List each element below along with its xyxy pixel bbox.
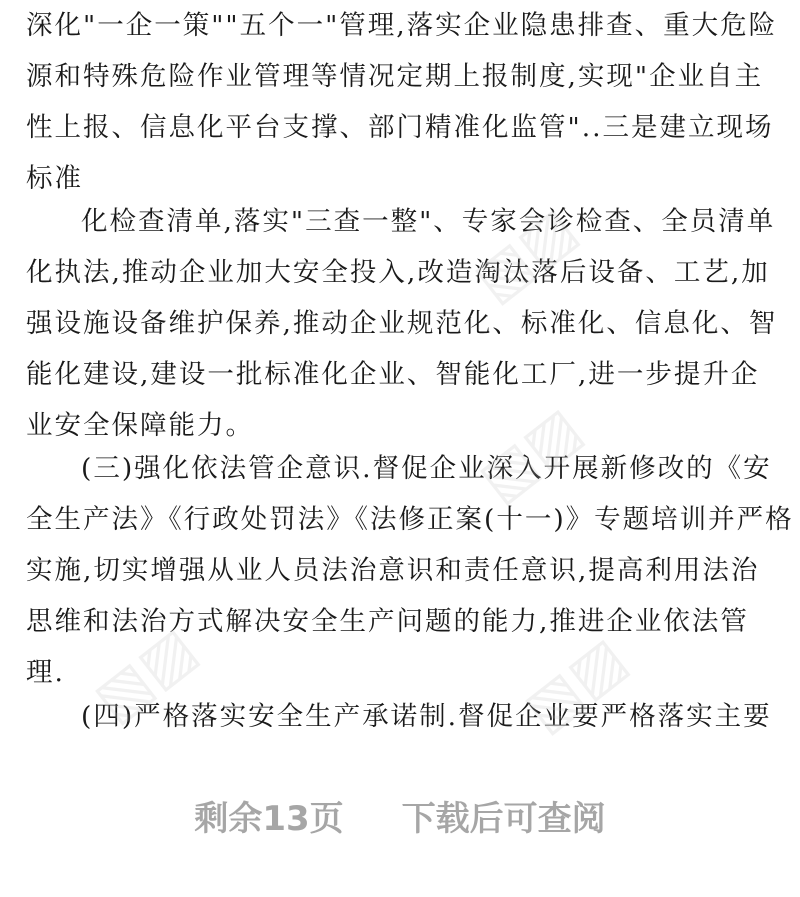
watermark-mark: ▧▨ <box>80 613 209 735</box>
watermark-mark: ▧▨ <box>460 193 589 315</box>
text-line: 能化建设,建设一批标准化企业、智能化工厂,进一步提升企 <box>26 359 760 390</box>
text-line: 深化"一企一策""五个一"管理,落实企业隐患排查、重大危险 <box>26 10 778 41</box>
paragraph-1 <box>26 0 777 204</box>
text-line: 全生产法》《行政处罚法》《法修正案(十一)》专题培训并严格 <box>26 504 794 535</box>
text-line: 理. <box>26 657 65 688</box>
text-line: 源和特殊危险作业管理等情况定期上报制度,实现"企业自主 <box>26 61 764 92</box>
text-line: 业安全保障能力。 <box>26 410 254 441</box>
text-line: 强设施设备维护保养,推动企业规范化、标准化、信息化、智 <box>26 308 778 339</box>
download-prompt[interactable] <box>0 794 800 844</box>
text-line: (三)强化依法管企意识.督促企业深入开展新修改的《安 <box>81 453 772 484</box>
text-line: (四)严格落实安全生产承诺制.督促企业要严格落实主要 <box>81 701 772 732</box>
text-line: 化检查清单,落实"三查一整"、专家会诊检查、全员清单 <box>81 206 776 237</box>
download-hint-label: 下载后可查阅 <box>401 799 606 839</box>
remaining-pages-label: 剩余13页 <box>194 799 344 839</box>
text-line: 性上报、信息化平台支撑、部门精准化监管"..三是建立现场 <box>26 112 774 143</box>
watermark-mark: ▧▨ <box>510 623 639 745</box>
text-line: 化执法,推动企业加大安全投入,改造淘汰落后设备、工艺,加 <box>26 257 770 288</box>
text-line: 标准 <box>26 163 83 194</box>
text-line: 思维和法治方式解决安全生产问题的能力,推进企业依法管 <box>26 606 749 637</box>
paragraph-3 <box>26 443 794 698</box>
paragraph-4 <box>26 691 772 742</box>
paragraph-2 <box>26 196 777 451</box>
text-line: 实施,切实增强从业人员法治意识和责任意识,提高利用法治 <box>26 555 760 586</box>
watermark-mark: ▧▨ <box>465 393 594 515</box>
